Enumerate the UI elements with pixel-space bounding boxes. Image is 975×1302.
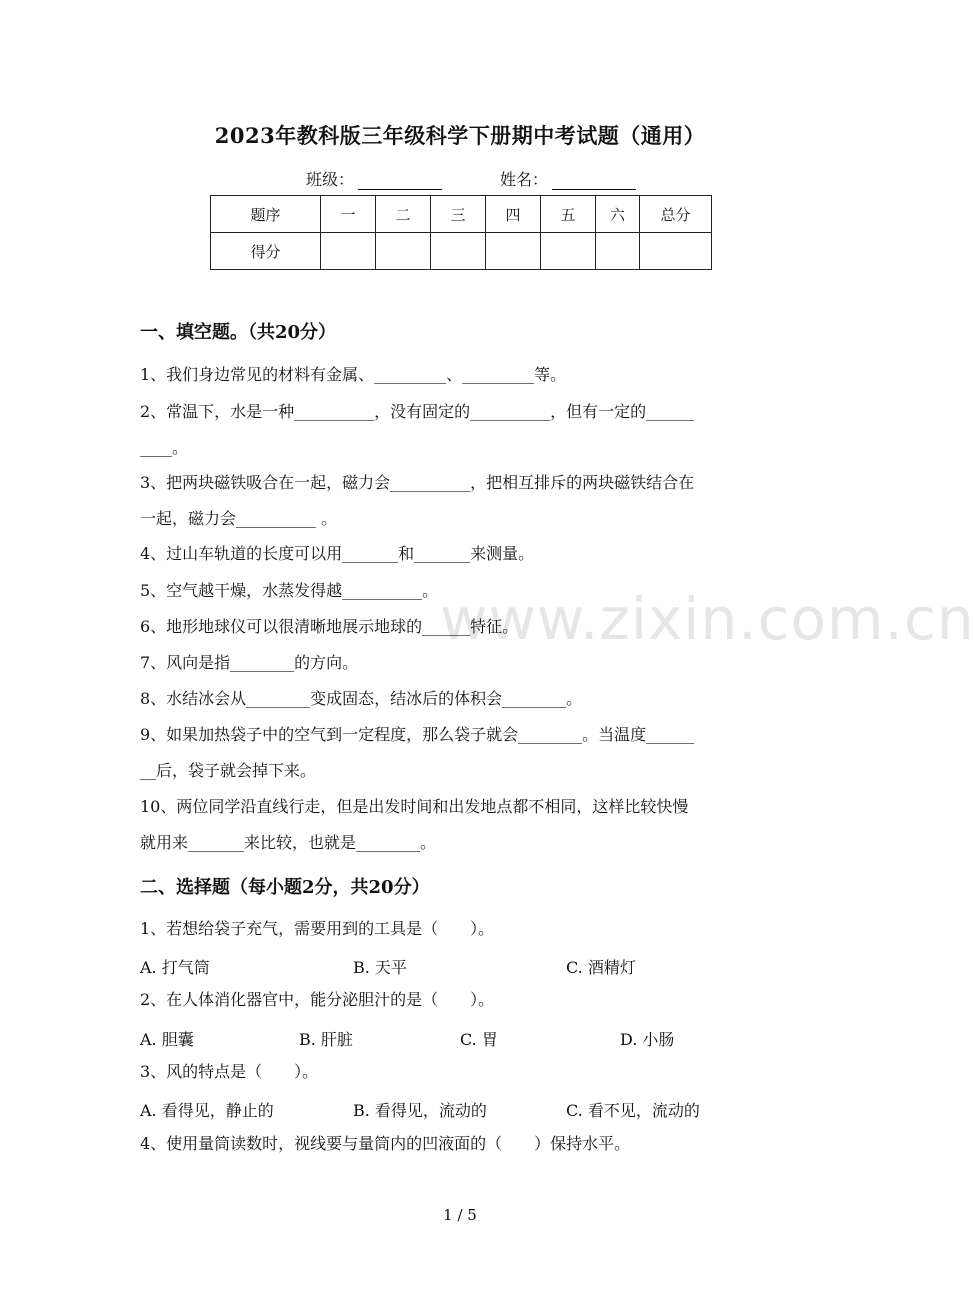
option-c: C. 酒精灯 (566, 958, 636, 977)
question-line: 5、空气越干燥，水蒸发得越__________。 (140, 581, 439, 600)
score-table-score-row (211, 233, 712, 270)
score-cell (541, 233, 596, 270)
question-line: 1、我们身边常见的材料有金属、_________、_________等。 (140, 365, 567, 384)
question-stem: 3、风的特点是（ ）。 (140, 1062, 319, 1081)
header-cell: 二 (376, 196, 431, 233)
name-blank (552, 171, 636, 190)
question-line: 7、风向是指________的方向。 (140, 653, 359, 672)
score-table (210, 195, 712, 270)
question-line: 9、如果加热袋子中的空气到一定程度，那么袋子就会________。当温度______ (140, 725, 695, 744)
question-stem: 4、使用量筒读数时，视线要与量筒内的凹液面的（ ）保持水平。 (140, 1134, 631, 1153)
question-line: 4、过山车轨道的长度可以用_______和_______来测量。 (140, 544, 535, 563)
class-field (306, 167, 442, 190)
option-a: A. 打气筒 (140, 958, 210, 977)
question-line: 10、两位同学沿直线行走，但是出发时间和出发地点都不相同，这样比较快慢 (140, 797, 689, 816)
class-label: 班级： (306, 170, 355, 189)
question-line: ____。 (140, 438, 189, 457)
option-d: D. 小肠 (620, 1030, 675, 1049)
section-heading-multiple-choice: 二、选择题（每小题2分，共20分） (140, 877, 430, 898)
header-cell: 题序 (211, 196, 321, 233)
watermark: www.zixin.com.cn (440, 585, 975, 653)
page-number: 1 / 5 (443, 1206, 477, 1224)
score-cell (431, 233, 486, 270)
score-table-header-row (211, 196, 712, 233)
option-b: B. 看得见，流动的 (353, 1101, 487, 1120)
question-line: 2、常温下，水是一种__________，没有固定的__________，但有一定的______ (140, 402, 695, 421)
score-cell (640, 233, 712, 270)
question-stem: 2、在人体消化器官中，能分泌胆汁的是（ ）。 (140, 990, 495, 1009)
question-line: 6、地形地球仪可以很清晰地展示地球的______特征。 (140, 617, 519, 636)
score-cell (321, 233, 376, 270)
question-line: 一起，磁力会__________ 。 (140, 509, 338, 528)
question-line: 8、水结冰会从________变成固态，结冰后的体积会________。 (140, 689, 583, 708)
option-b: B. 天平 (353, 958, 407, 977)
header-cell: 五 (541, 196, 596, 233)
header-cell: 总分 (640, 196, 712, 233)
section-heading-fill-in: 一、填空题。（共20分） (140, 322, 337, 343)
score-cell (596, 233, 640, 270)
question-line: 3、把两块磁铁吸合在一起，磁力会__________，把相互排斥的两块磁铁结合在 (140, 473, 695, 492)
question-line: __后，袋子就会掉下来。 (140, 761, 317, 780)
header-cell: 三 (431, 196, 486, 233)
header-cell: 一 (321, 196, 376, 233)
header-cell: 四 (486, 196, 541, 233)
option-c: C. 看不见，流动的 (566, 1101, 700, 1120)
question-line: 就用来_______来比较，也就是________。 (140, 833, 437, 852)
option-a: A. 胆囊 (140, 1030, 194, 1049)
score-cell (486, 233, 541, 270)
question-stem: 1、若想给袋子充气，需要用到的工具是（ ）。 (140, 919, 495, 938)
option-c: C. 胃 (460, 1030, 498, 1049)
option-a: A. 看得见，静止的 (140, 1101, 274, 1120)
header-cell: 六 (596, 196, 640, 233)
name-field (500, 167, 636, 190)
row-label-cell: 得分 (211, 233, 321, 270)
name-label: 姓名： (500, 170, 549, 189)
option-b: B. 肝脏 (299, 1030, 353, 1049)
class-blank (358, 171, 442, 190)
score-cell (376, 233, 431, 270)
page-title: 2023年教科版三年级科学下册期中考试题（通用） (214, 123, 706, 148)
